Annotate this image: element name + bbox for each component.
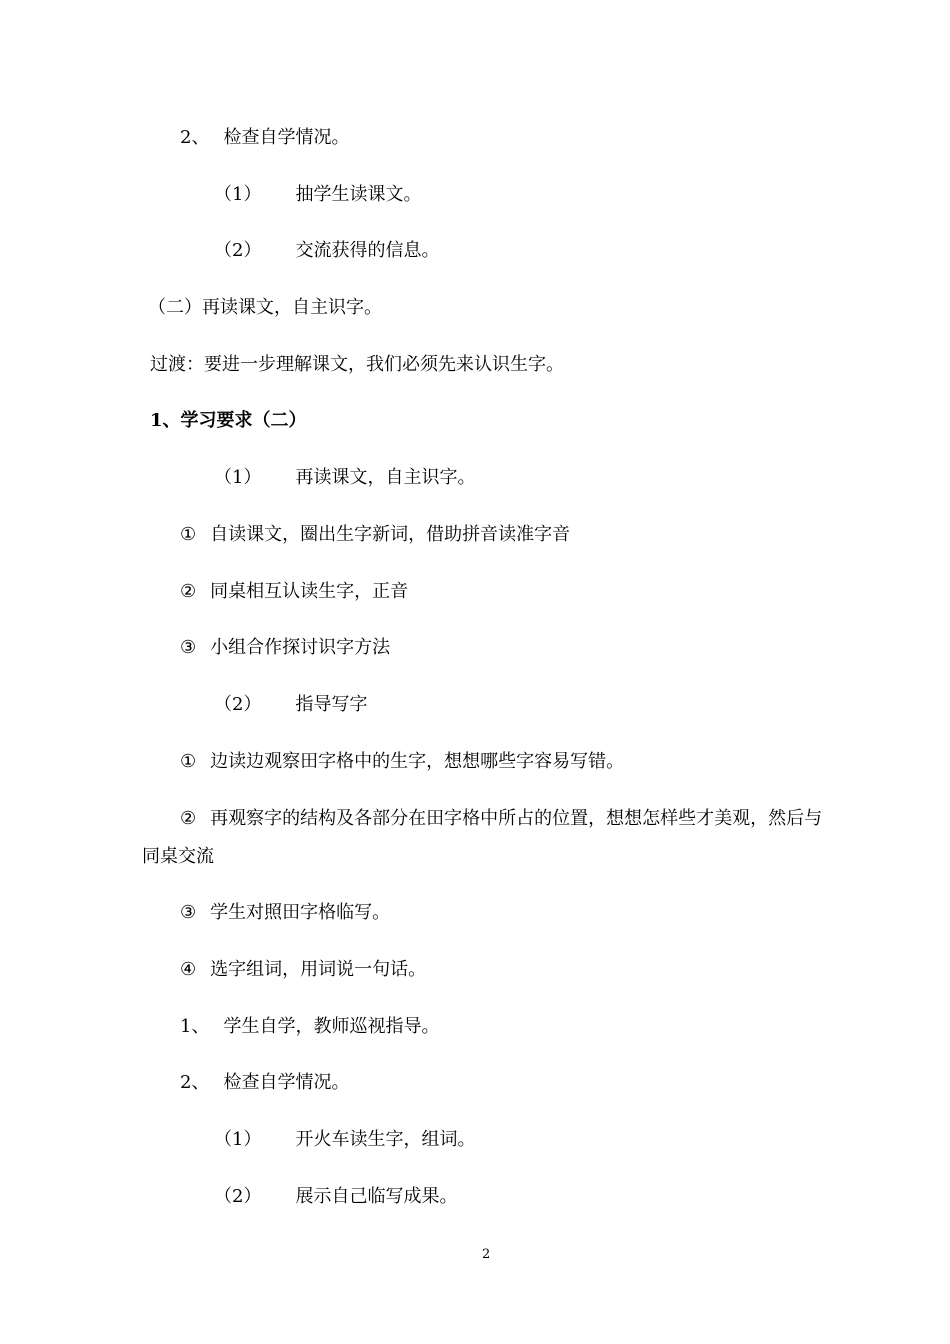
- paragraph: 过渡：要进一步理解课文，我们必须先来认识生字。: [150, 354, 564, 375]
- list-item: [180, 581, 408, 603]
- list-item: [214, 184, 421, 206]
- item-text: 展示自己临写成果。: [295, 1186, 458, 1207]
- list-item: [214, 694, 367, 716]
- item-text-continued: 同桌交流: [142, 846, 214, 867]
- item-text: 同桌相互认读生字，正音: [210, 581, 409, 602]
- item-number: ④: [180, 959, 197, 980]
- item-number: （1）: [214, 467, 262, 488]
- item-text: 再读课文，自主识字。: [295, 467, 476, 488]
- list-item: [214, 1129, 475, 1151]
- item-number: （2）: [214, 694, 262, 715]
- item-number: （1）: [214, 184, 262, 205]
- item-number: ③: [180, 637, 197, 658]
- item-text: 学生自学，教师巡视指导。: [223, 1016, 440, 1037]
- list-item: [180, 902, 390, 924]
- list-item: [180, 127, 349, 149]
- item-text: 再观察字的结构及各部分在田字格中所占的位置，想想怎样些才美观，然后与: [210, 808, 823, 829]
- item-number: ②: [180, 808, 197, 829]
- item-text: 小组合作探讨识字方法: [210, 637, 391, 658]
- item-number: ①: [180, 524, 197, 545]
- item-text: 交流获得的信息。: [295, 240, 440, 261]
- item-text: 边读边观察田字格中的生字，想想哪些字容易写错。: [210, 751, 625, 772]
- item-text: 抽学生读课文。: [295, 184, 422, 205]
- list-item: [214, 1186, 457, 1208]
- item-text: 检查自学情况。: [223, 127, 350, 148]
- list-item: [180, 524, 570, 546]
- item-number: （2）: [214, 240, 262, 261]
- item-number: ②: [180, 581, 197, 602]
- section-heading: （二）再读课文，自主识字。: [148, 297, 382, 318]
- list-item: [214, 240, 439, 262]
- item-text: 指导写字: [295, 694, 368, 715]
- sub-heading: 1、学习要求（二）: [150, 410, 307, 431]
- item-text: 自读课文，圈出生字新词，借助拼音读准字音: [210, 524, 571, 545]
- list-item: [180, 751, 624, 773]
- item-text: 开火车读生字，组词。: [295, 1129, 476, 1150]
- list-item: [180, 637, 390, 659]
- page-number: 2: [482, 1247, 491, 1262]
- item-number: 2、: [180, 1072, 210, 1093]
- item-number: 1、: [180, 1016, 210, 1037]
- list-item: [180, 1072, 349, 1094]
- list-item: [180, 808, 822, 830]
- item-text: 检查自学情况。: [223, 1072, 350, 1093]
- item-text: 选字组词，用词说一句话。: [210, 959, 427, 980]
- item-number: （1）: [214, 1129, 262, 1150]
- list-item: [180, 1016, 439, 1038]
- item-number: ①: [180, 751, 197, 772]
- list-item: [180, 959, 426, 981]
- item-number: 2、: [180, 127, 210, 148]
- item-text: 学生对照田字格临写。: [210, 902, 391, 923]
- item-number: （2）: [214, 1186, 262, 1207]
- item-number: ③: [180, 902, 197, 923]
- list-item: [214, 467, 475, 489]
